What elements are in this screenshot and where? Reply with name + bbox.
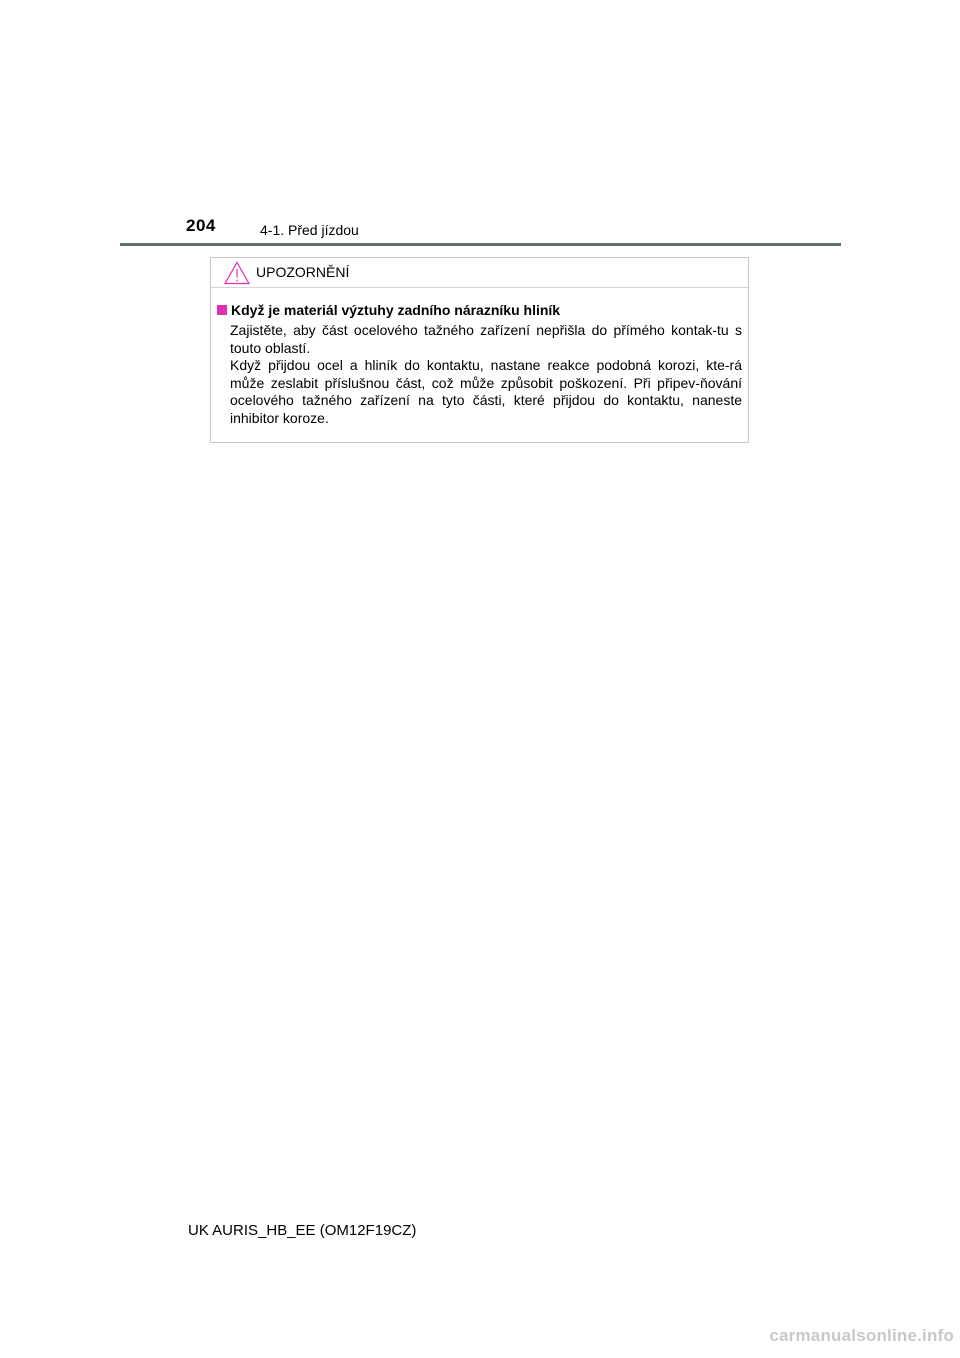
- bullet-square-icon: [217, 305, 227, 315]
- warning-triangle-icon: [224, 261, 250, 285]
- footer-model-code: UK AURIS_HB_EE (OM12F19CZ): [188, 1222, 417, 1239]
- warning-box: [210, 257, 749, 443]
- item-body: [230, 322, 742, 428]
- item-paragraph: Když přijdou ocel a hliník do kontaktu, nastane reakce podobná korozi, kte-rá může zeslabit příslušnou část, což může způsobit poškození. Při připev-ňování ocelového tažného zařízení na tyto části, které přijdou do kontaktu, naneste inhibitor koroze.: [230, 357, 742, 426]
- item-heading: [216, 302, 560, 318]
- warning-label: UPOZORNĚNÍ: [256, 264, 350, 280]
- warning-header: [211, 258, 748, 288]
- header-rule: [120, 243, 841, 246]
- section-title: 4-1. Před jízdou: [260, 222, 359, 238]
- item-paragraph: Zajistěte, aby část ocelového tažného zařízení nepřišla do přímého kontak-tu s touto oblastí.: [230, 322, 742, 356]
- item-heading-text: Když je materiál výztuhy zadního nárazníku hliník: [231, 302, 561, 318]
- watermark: carmanualsonline.info: [769, 1326, 954, 1345]
- page-number: 204: [186, 216, 216, 235]
